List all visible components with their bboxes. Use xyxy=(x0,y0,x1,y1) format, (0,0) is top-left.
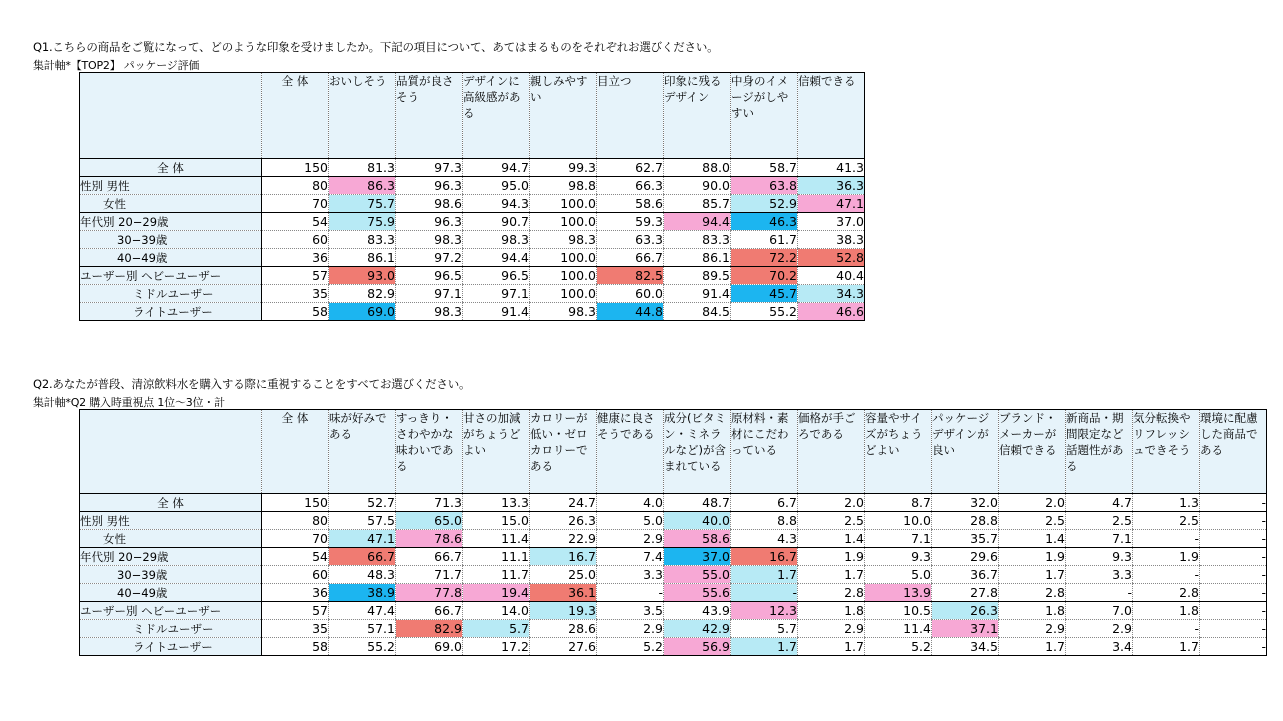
table-row xyxy=(80,249,865,267)
value-cell: 90.0 xyxy=(664,177,731,195)
sample-size-cell: 54 xyxy=(262,213,329,231)
row-label: 性別 男性 xyxy=(80,512,262,530)
value-cell: 46.3 xyxy=(731,213,798,231)
sample-size-cell: 36 xyxy=(262,249,329,267)
value-cell: 2.9 xyxy=(597,530,664,548)
table-row xyxy=(80,303,865,321)
sample-size-cell: 60 xyxy=(262,231,329,249)
value-cell: 37.0 xyxy=(798,213,865,231)
q1-header-total: 全 体 xyxy=(262,73,329,159)
value-cell: 88.0 xyxy=(664,159,731,177)
q1-column-header: 目立つ xyxy=(597,73,664,159)
value-cell: 1.7 xyxy=(731,566,798,584)
row-label: 年代別 20−29歳 xyxy=(80,213,262,231)
q2-column-header: 原材料・素材にこだわっている xyxy=(731,410,798,494)
value-cell: 69.0 xyxy=(396,638,463,656)
value-cell: 98.6 xyxy=(396,195,463,213)
value-cell: 1.9 xyxy=(999,548,1066,566)
value-cell: 11.4 xyxy=(865,620,932,638)
table-row xyxy=(80,267,865,285)
value-cell: 56.9 xyxy=(664,638,731,656)
value-cell: 100.0 xyxy=(530,249,597,267)
value-cell: 99.3 xyxy=(530,159,597,177)
value-cell: 63.8 xyxy=(731,177,798,195)
value-cell: - xyxy=(597,584,664,602)
value-cell: - xyxy=(1200,512,1267,530)
table-row xyxy=(80,512,1267,530)
value-cell: 32.0 xyxy=(932,494,999,512)
value-cell: 1.9 xyxy=(1133,548,1200,566)
value-cell: 22.9 xyxy=(530,530,597,548)
value-cell: 19.4 xyxy=(463,584,530,602)
value-cell: 2.5 xyxy=(1066,512,1133,530)
value-cell: 1.3 xyxy=(1133,494,1200,512)
table-row xyxy=(80,231,865,249)
table-row xyxy=(80,159,865,177)
value-cell: 5.0 xyxy=(865,566,932,584)
value-cell: 59.3 xyxy=(597,213,664,231)
q2-column-header: 健康に良さそうである xyxy=(597,410,664,494)
value-cell: - xyxy=(731,584,798,602)
value-cell: 1.8 xyxy=(999,602,1066,620)
row-label: 年代別 20−29歳 xyxy=(80,548,262,566)
q2-title: Q2.あなたが普段、清涼飲料水を購入する際に重視することをすべてお選びください。 xyxy=(33,377,471,391)
sample-size-cell: 150 xyxy=(262,494,329,512)
sample-size-cell: 70 xyxy=(262,530,329,548)
value-cell: 82.9 xyxy=(329,285,396,303)
q2-column-header: ブランド・メーカーが信頼できる xyxy=(999,410,1066,494)
table-row xyxy=(80,285,865,303)
value-cell: 1.7 xyxy=(798,638,865,656)
value-cell: 11.7 xyxy=(463,566,530,584)
value-cell: 55.6 xyxy=(664,584,731,602)
value-cell: 98.3 xyxy=(463,231,530,249)
value-cell: 2.8 xyxy=(798,584,865,602)
value-cell: 1.7 xyxy=(1133,638,1200,656)
value-cell: 5.2 xyxy=(865,638,932,656)
table-row xyxy=(80,195,865,213)
value-cell: 55.0 xyxy=(664,566,731,584)
value-cell: 7.1 xyxy=(1066,530,1133,548)
value-cell: 34.3 xyxy=(798,285,865,303)
row-label: ライトユーザー xyxy=(80,303,262,321)
value-cell: - xyxy=(1200,620,1267,638)
value-cell: 46.6 xyxy=(798,303,865,321)
value-cell: 2.0 xyxy=(798,494,865,512)
value-cell: 66.3 xyxy=(597,177,664,195)
value-cell: 57.1 xyxy=(329,620,396,638)
value-cell: - xyxy=(1133,530,1200,548)
sample-size-cell: 57 xyxy=(262,267,329,285)
value-cell: 91.4 xyxy=(664,285,731,303)
value-cell: 98.3 xyxy=(396,231,463,249)
value-cell: 38.9 xyxy=(329,584,396,602)
value-cell: 26.3 xyxy=(932,602,999,620)
value-cell: 37.1 xyxy=(932,620,999,638)
value-cell: 41.3 xyxy=(798,159,865,177)
value-cell: 43.9 xyxy=(664,602,731,620)
value-cell: 62.7 xyxy=(597,159,664,177)
sample-size-cell: 80 xyxy=(262,512,329,530)
q1-title: Q1.こちらの商品をご覧になって、どのような印象を受けましたか。下記の項目について、あてはまるものをそれぞれお選びください。 xyxy=(33,40,719,54)
value-cell: 25.0 xyxy=(530,566,597,584)
row-label: ミドルユーザー xyxy=(80,285,262,303)
row-label: ユーザー別 ヘビーユーザー xyxy=(80,267,262,285)
value-cell: 4.7 xyxy=(1066,494,1133,512)
value-cell: 34.5 xyxy=(932,638,999,656)
value-cell: 11.1 xyxy=(463,548,530,566)
sample-size-cell: 54 xyxy=(262,548,329,566)
value-cell: 37.0 xyxy=(664,548,731,566)
value-cell: 1.4 xyxy=(798,530,865,548)
value-cell: 4.0 xyxy=(597,494,664,512)
q2-header-total: 全 体 xyxy=(262,410,329,494)
value-cell: 97.1 xyxy=(463,285,530,303)
value-cell: 36.1 xyxy=(530,584,597,602)
value-cell: 1.4 xyxy=(999,530,1066,548)
sample-size-cell: 70 xyxy=(262,195,329,213)
table-row xyxy=(80,494,1267,512)
value-cell: 97.3 xyxy=(396,159,463,177)
q2-column-header: 容量やサイズがちょうどよい xyxy=(865,410,932,494)
value-cell: 100.0 xyxy=(530,285,597,303)
q2-column-header: 価格が手ごろである xyxy=(798,410,865,494)
value-cell: 16.7 xyxy=(731,548,798,566)
value-cell: 13.9 xyxy=(865,584,932,602)
value-cell: - xyxy=(1200,566,1267,584)
table-row xyxy=(80,584,1267,602)
sample-size-cell: 80 xyxy=(262,177,329,195)
q2-column-header: 成分(ビタミン・ミネラルなど)が含まれている xyxy=(664,410,731,494)
value-cell: 89.5 xyxy=(664,267,731,285)
value-cell: 6.7 xyxy=(731,494,798,512)
row-label: ミドルユーザー xyxy=(80,620,262,638)
value-cell: 10.0 xyxy=(865,512,932,530)
value-cell: - xyxy=(1133,620,1200,638)
value-cell: 69.0 xyxy=(329,303,396,321)
q2-column-header: パッケージデザインが良い xyxy=(932,410,999,494)
value-cell: 10.5 xyxy=(865,602,932,620)
value-cell: 85.7 xyxy=(664,195,731,213)
q1-column-header: 中身のイメージがしやすい xyxy=(731,73,798,159)
value-cell: 82.5 xyxy=(597,267,664,285)
value-cell: 7.1 xyxy=(865,530,932,548)
value-cell: 3.3 xyxy=(1066,566,1133,584)
q2-header-corner xyxy=(80,410,262,494)
value-cell: 65.0 xyxy=(396,512,463,530)
value-cell: 94.7 xyxy=(463,159,530,177)
value-cell: 5.0 xyxy=(597,512,664,530)
row-label: 女性 xyxy=(80,530,262,548)
value-cell: 2.8 xyxy=(1133,584,1200,602)
value-cell: - xyxy=(1200,494,1267,512)
value-cell: 86.1 xyxy=(664,249,731,267)
value-cell: 1.7 xyxy=(798,566,865,584)
value-cell: 3.4 xyxy=(1066,638,1133,656)
value-cell: 5.2 xyxy=(597,638,664,656)
value-cell: 36.7 xyxy=(932,566,999,584)
row-label: 40−49歳 xyxy=(80,249,262,267)
q2-column-header: 環境に配慮した商品である xyxy=(1200,410,1267,494)
row-label: 40−49歳 xyxy=(80,584,262,602)
row-label: 全 体 xyxy=(80,494,262,512)
value-cell: 82.9 xyxy=(396,620,463,638)
value-cell: 15.0 xyxy=(463,512,530,530)
value-cell: 61.7 xyxy=(731,231,798,249)
q2-column-header: 新商品・期間限定など話題性がある xyxy=(1066,410,1133,494)
value-cell: - xyxy=(1200,548,1267,566)
row-label: 性別 男性 xyxy=(80,177,262,195)
row-label: ライトユーザー xyxy=(80,638,262,656)
q2-column-header: 味が好みである xyxy=(329,410,396,494)
value-cell: 91.4 xyxy=(463,303,530,321)
value-cell: 66.7 xyxy=(396,548,463,566)
table-row xyxy=(80,638,1267,656)
q2-table xyxy=(79,409,1267,656)
value-cell: 66.7 xyxy=(396,602,463,620)
value-cell: 100.0 xyxy=(530,267,597,285)
value-cell: 28.6 xyxy=(530,620,597,638)
value-cell: - xyxy=(1200,584,1267,602)
value-cell: 19.3 xyxy=(530,602,597,620)
value-cell: 72.2 xyxy=(731,249,798,267)
value-cell: 7.4 xyxy=(597,548,664,566)
value-cell: 63.3 xyxy=(597,231,664,249)
value-cell: 90.7 xyxy=(463,213,530,231)
q2-axis-label: 集計軸*Q2 購入時重視点 1位〜3位・計 xyxy=(33,396,225,409)
value-cell: 16.7 xyxy=(530,548,597,566)
value-cell: 45.7 xyxy=(731,285,798,303)
value-cell: 71.3 xyxy=(396,494,463,512)
q1-column-header: 信頼できる xyxy=(798,73,865,159)
value-cell: 42.9 xyxy=(664,620,731,638)
value-cell: 8.8 xyxy=(731,512,798,530)
row-label: 女性 xyxy=(80,195,262,213)
value-cell: - xyxy=(1200,638,1267,656)
value-cell: 29.6 xyxy=(932,548,999,566)
table-row xyxy=(80,602,1267,620)
value-cell: 98.3 xyxy=(530,231,597,249)
value-cell: 75.9 xyxy=(329,213,396,231)
value-cell: 52.9 xyxy=(731,195,798,213)
value-cell: 2.9 xyxy=(597,620,664,638)
value-cell: 94.3 xyxy=(463,195,530,213)
value-cell: 2.0 xyxy=(999,494,1066,512)
value-cell: - xyxy=(1066,584,1133,602)
value-cell: 97.2 xyxy=(396,249,463,267)
sample-size-cell: 58 xyxy=(262,303,329,321)
row-label: 30−39歳 xyxy=(80,231,262,249)
value-cell: 48.3 xyxy=(329,566,396,584)
value-cell: 55.2 xyxy=(329,638,396,656)
sample-size-cell: 150 xyxy=(262,159,329,177)
table-row xyxy=(80,548,1267,566)
value-cell: 100.0 xyxy=(530,195,597,213)
value-cell: 13.3 xyxy=(463,494,530,512)
sample-size-cell: 60 xyxy=(262,566,329,584)
value-cell: 38.3 xyxy=(798,231,865,249)
sample-size-cell: 58 xyxy=(262,638,329,656)
value-cell: 81.3 xyxy=(329,159,396,177)
q1-column-header: デザインに高級感がある xyxy=(463,73,530,159)
value-cell: 2.9 xyxy=(798,620,865,638)
value-cell: 2.9 xyxy=(999,620,1066,638)
value-cell: 2.5 xyxy=(798,512,865,530)
value-cell: 14.0 xyxy=(463,602,530,620)
value-cell: 17.2 xyxy=(463,638,530,656)
value-cell: 58.7 xyxy=(731,159,798,177)
value-cell: 40.4 xyxy=(798,267,865,285)
value-cell: 77.8 xyxy=(396,584,463,602)
q1-column-header: 印象に残るデザイン xyxy=(664,73,731,159)
value-cell: 5.7 xyxy=(731,620,798,638)
sample-size-cell: 35 xyxy=(262,620,329,638)
value-cell: 2.9 xyxy=(1066,620,1133,638)
value-cell: 96.3 xyxy=(396,177,463,195)
value-cell: 40.0 xyxy=(664,512,731,530)
value-cell: 1.8 xyxy=(798,602,865,620)
value-cell: 44.8 xyxy=(597,303,664,321)
value-cell: 66.7 xyxy=(597,249,664,267)
value-cell: 57.5 xyxy=(329,512,396,530)
value-cell: 96.5 xyxy=(463,267,530,285)
table-row xyxy=(80,530,1267,548)
value-cell: 36.3 xyxy=(798,177,865,195)
value-cell: 3.3 xyxy=(597,566,664,584)
value-cell: 97.1 xyxy=(396,285,463,303)
value-cell: 52.8 xyxy=(798,249,865,267)
value-cell: 84.5 xyxy=(664,303,731,321)
value-cell: 7.0 xyxy=(1066,602,1133,620)
value-cell: 1.8 xyxy=(1133,602,1200,620)
q1-table xyxy=(79,72,865,321)
q2-column-header: すっきり・さわやかな味わいである xyxy=(396,410,463,494)
value-cell: 86.1 xyxy=(329,249,396,267)
q1-column-header: おいしそう xyxy=(329,73,396,159)
table-row xyxy=(80,213,865,231)
value-cell: 86.3 xyxy=(329,177,396,195)
value-cell: 100.0 xyxy=(530,213,597,231)
value-cell: 55.2 xyxy=(731,303,798,321)
value-cell: 26.3 xyxy=(530,512,597,530)
value-cell: 2.5 xyxy=(999,512,1066,530)
value-cell: 27.8 xyxy=(932,584,999,602)
table-row xyxy=(80,620,1267,638)
q1-axis-label: 集計軸*【TOP2】 パッケージ評価 xyxy=(33,59,200,72)
value-cell: 47.1 xyxy=(329,530,396,548)
value-cell: 98.3 xyxy=(396,303,463,321)
value-cell: 83.3 xyxy=(664,231,731,249)
value-cell: 35.7 xyxy=(932,530,999,548)
value-cell: - xyxy=(1200,602,1267,620)
q2-column-header: 気分転換やリフレッシュできそう xyxy=(1133,410,1200,494)
value-cell: 66.7 xyxy=(329,548,396,566)
value-cell: 58.6 xyxy=(597,195,664,213)
q2-column-header: 甘さの加減がちょうどよい xyxy=(463,410,530,494)
value-cell: - xyxy=(1133,566,1200,584)
q1-column-header: 親しみやすい xyxy=(530,73,597,159)
q1-header-corner xyxy=(80,73,262,159)
value-cell: 47.1 xyxy=(798,195,865,213)
value-cell: 9.3 xyxy=(1066,548,1133,566)
value-cell: 4.3 xyxy=(731,530,798,548)
value-cell: 75.7 xyxy=(329,195,396,213)
value-cell: 1.7 xyxy=(731,638,798,656)
value-cell: 70.2 xyxy=(731,267,798,285)
value-cell: 12.3 xyxy=(731,602,798,620)
row-label: ユーザー別 ヘビーユーザー xyxy=(80,602,262,620)
value-cell: 83.3 xyxy=(329,231,396,249)
value-cell: 98.8 xyxy=(530,177,597,195)
value-cell: 2.8 xyxy=(999,584,1066,602)
value-cell: 93.0 xyxy=(329,267,396,285)
sample-size-cell: 35 xyxy=(262,285,329,303)
table-row xyxy=(80,177,865,195)
value-cell: 28.8 xyxy=(932,512,999,530)
row-label: 全 体 xyxy=(80,159,262,177)
value-cell: - xyxy=(1200,530,1267,548)
value-cell: 98.3 xyxy=(530,303,597,321)
value-cell: 95.0 xyxy=(463,177,530,195)
value-cell: 5.7 xyxy=(463,620,530,638)
value-cell: 60.0 xyxy=(597,285,664,303)
value-cell: 58.6 xyxy=(664,530,731,548)
value-cell: 27.6 xyxy=(530,638,597,656)
value-cell: 3.5 xyxy=(597,602,664,620)
value-cell: 96.3 xyxy=(396,213,463,231)
value-cell: 78.6 xyxy=(396,530,463,548)
q2-column-header: カロリーが低い・ゼロカロリーである xyxy=(530,410,597,494)
value-cell: 2.5 xyxy=(1133,512,1200,530)
value-cell: 11.4 xyxy=(463,530,530,548)
value-cell: 8.7 xyxy=(865,494,932,512)
row-label: 30−39歳 xyxy=(80,566,262,584)
value-cell: 52.7 xyxy=(329,494,396,512)
sample-size-cell: 36 xyxy=(262,584,329,602)
value-cell: 94.4 xyxy=(463,249,530,267)
value-cell: 48.7 xyxy=(664,494,731,512)
value-cell: 9.3 xyxy=(865,548,932,566)
table-row xyxy=(80,566,1267,584)
value-cell: 71.7 xyxy=(396,566,463,584)
value-cell: 24.7 xyxy=(530,494,597,512)
value-cell: 47.4 xyxy=(329,602,396,620)
sample-size-cell: 57 xyxy=(262,602,329,620)
value-cell: 1.9 xyxy=(798,548,865,566)
value-cell: 96.5 xyxy=(396,267,463,285)
value-cell: 1.7 xyxy=(999,638,1066,656)
value-cell: 1.7 xyxy=(999,566,1066,584)
value-cell: 94.4 xyxy=(664,213,731,231)
q1-column-header: 品質が良さそう xyxy=(396,73,463,159)
